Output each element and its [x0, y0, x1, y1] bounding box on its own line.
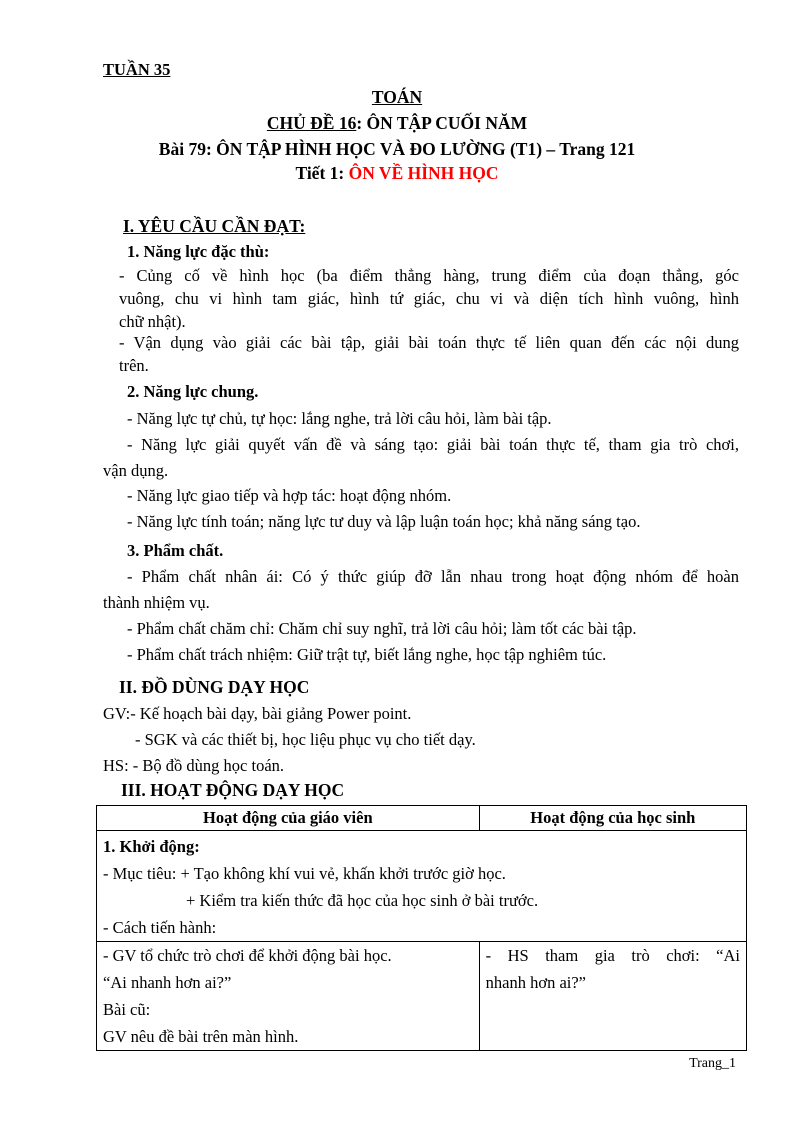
week-label: TUẦN 35 — [103, 60, 171, 79]
sub1-p1-line3: chữ nhật). — [119, 312, 186, 331]
sub2-item2-line1: - Năng lực giải quyết vấn đề và sáng tạo: giải bài toán thực tế, tham gia trò chơi, — [127, 435, 739, 454]
teacher-line4: GV nêu đề bài trên màn hình. — [103, 1027, 299, 1046]
teacher-line2: “Ai nhanh hơn ai?” — [103, 973, 232, 992]
warmup-goal-line1: - Mục tiêu: + Tạo không khí vui vẻ, khấn khởi trước giờ học. — [103, 864, 506, 883]
sub2-item1: - Năng lực tự chủ, tự học: lắng nghe, trả lời câu hỏi, làm bài tập. — [127, 409, 552, 428]
table-header-row — [97, 806, 747, 831]
period-prefix: Tiết 1: — [295, 163, 349, 183]
activity-table — [96, 805, 747, 1051]
col-student-header: Hoạt động của học sinh — [479, 806, 746, 831]
period-name: ÔN VỀ HÌNH HỌC — [348, 163, 499, 183]
sub3-item1-line1: - Phẩm chất nhân ái: Có ý thức giúp đỡ lẫn nhau trong hoạt động nhóm để hoàn — [127, 567, 739, 586]
sub2-item4: - Năng lực tính toán; năng lực tư duy và lập luận toán học; khả năng sáng tạo. — [127, 512, 641, 531]
sub2-item2-line2: vận dụng. — [103, 461, 169, 480]
col-teacher-header: Hoạt động của giáo viên — [97, 806, 480, 831]
teacher-line3: Bài cũ: — [103, 1000, 151, 1019]
sub2-item3: - Năng lực giao tiếp và hợp tác: hoạt động nhóm. — [127, 486, 452, 505]
student-line2: nhanh hơn ai?” — [485, 973, 586, 992]
hs-line: HS: - Bộ đồ dùng học toán. — [103, 756, 285, 775]
sub2-title: 2. Năng lực chung. — [127, 382, 259, 401]
period-title — [0, 163, 794, 184]
section2-title: II. ĐỒ DÙNG DẠY HỌC — [119, 677, 310, 697]
teacher-line1: - GV tổ chức trò chơi để khởi động bài học. — [103, 946, 392, 965]
topic-title — [0, 113, 794, 134]
sub1-p2-line2: trên. — [119, 356, 149, 375]
section3-title: III. HOẠT ĐỘNG DẠY HỌC — [121, 780, 345, 800]
lesson-title: Bài 79: ÔN TẬP HÌNH HỌC VÀ ĐO LƯỜNG (T1) – Trang 121 — [158, 139, 636, 159]
table-row-warmup — [97, 831, 747, 942]
sub3-item3: - Phẩm chất trách nhiệm: Giữ trật tự, biết lắng nghe, học tập nghiêm túc. — [127, 645, 607, 664]
teacher-cell — [97, 942, 480, 1051]
sub1-title: 1. Năng lực đặc thù: — [127, 242, 270, 261]
sub3-item2: - Phẩm chất chăm chỉ: Chăm chỉ suy nghĩ, trả lời câu hỏi; làm tốt các bài tập. — [127, 619, 637, 638]
student-line1: - HS tham gia trò chơi: “Ai — [485, 946, 740, 965]
topic-prefix: CHỦ ĐỀ 16 — [266, 113, 357, 133]
warmup-goal-line2: + Kiểm tra kiến thức đã học của học sinh ở bài trước. — [186, 891, 539, 910]
sub3-item1-line2: thành nhiệm vụ. — [103, 593, 210, 612]
topic-suffix: : ÔN TẬP CUỐI NĂM — [356, 113, 528, 133]
table-row-activity — [97, 942, 747, 1051]
section1-title: I. YÊU CẦU CẦN ĐẠT: — [123, 216, 306, 236]
gv-line1: GV:- Kế hoạch bài dạy, bài giảng Power point. — [103, 704, 412, 723]
warmup-cell — [97, 831, 747, 942]
sub1-p1-line2: vuông, chu vi hình tam giác, hình tứ giác, chu vi và diện tích hình vuông, hình — [119, 289, 739, 308]
warmup-method: - Cách tiến hành: — [103, 918, 217, 937]
subject-title: TOÁN — [371, 87, 423, 107]
sub3-title: 3. Phẩm chất. — [127, 541, 224, 560]
student-cell — [479, 942, 746, 1051]
gv-line2: - SGK và các thiết bị, học liệu phục vụ cho tiết dạy. — [135, 730, 476, 749]
warmup-title: 1. Khởi động: — [103, 837, 200, 856]
sub1-p2-line1: - Vận dụng vào giải các bài tập, giải bài toán thực tế liên quan đến các nội dung — [119, 333, 739, 352]
sub1-p1-line1: - Củng cố về hình học (ba điểm thẳng hàng, trung điểm của đoạn thẳng, góc — [119, 266, 739, 285]
page-number: Trang_1 — [689, 1056, 736, 1071]
